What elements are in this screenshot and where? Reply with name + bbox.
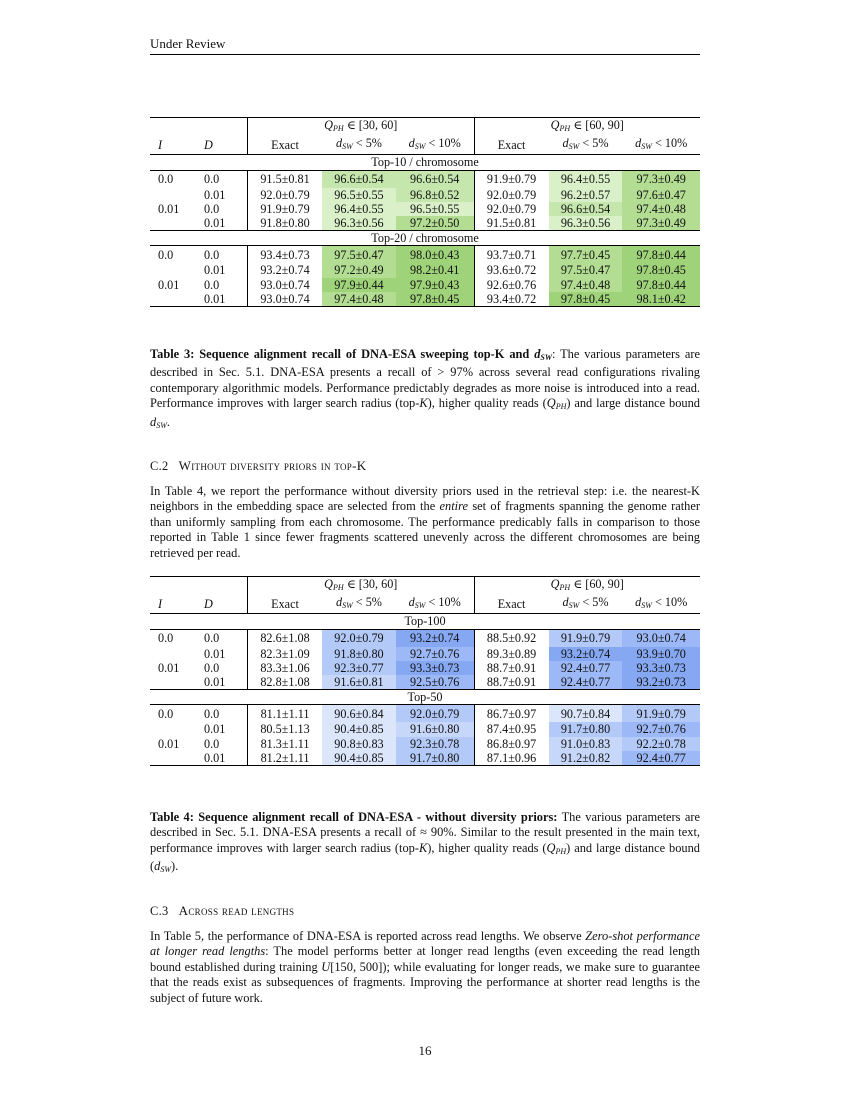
cell-d: 0.0: [204, 631, 220, 645]
table-cell: 92.7±0.76: [396, 647, 474, 661]
table-cell: 97.3±0.49: [622, 171, 700, 188]
table-cell: 92.3±0.78: [396, 737, 474, 751]
cell-d: 0.01: [204, 722, 226, 737]
section-title: Top-10 / chromosome: [371, 155, 479, 170]
col-dsw5-header: $d_{SW} < 5\%$: [562, 595, 609, 611]
table-3: [150, 117, 700, 307]
cell-i: 0.0: [158, 706, 174, 721]
table-cell: 92.0±0.79: [396, 705, 474, 722]
table-cell: 91.2±0.82: [549, 751, 623, 765]
table-cell: 91.9±0.79: [549, 630, 623, 647]
table-cell: 81.2±1.11: [248, 751, 323, 765]
table-row: [150, 216, 700, 231]
cell-i: [150, 188, 201, 202]
header-row-1: [150, 577, 700, 595]
table-cell: 90.4±0.85: [322, 751, 396, 765]
cell-d: 0.01: [204, 675, 226, 690]
table-row: [150, 246, 700, 263]
table-cell: 92.0±0.79: [248, 188, 323, 202]
cell-d: 0.01: [204, 216, 226, 231]
table-cell: 97.4±0.48: [322, 292, 396, 306]
cell-i: 0.0: [158, 631, 174, 645]
cell-i: 0.01: [158, 736, 180, 751]
table-cell: 97.3±0.49: [622, 216, 700, 231]
table-cell: 92.6±0.76: [474, 278, 549, 292]
table-cell: 91.5±0.81: [474, 216, 549, 231]
col-dsw10-header: $d_{SW} < 10\%$: [635, 136, 688, 152]
table-cell: 82.3±1.09: [248, 647, 323, 661]
table-cell: 98.1±0.42: [622, 292, 700, 306]
table-row: [150, 202, 700, 216]
col-d-header: D: [204, 138, 213, 153]
table-cell: 89.3±0.89: [474, 647, 549, 661]
table-cell: 93.2±0.73: [622, 675, 700, 690]
table-cell: 96.2±0.57: [549, 188, 623, 202]
table-cell: 97.6±0.47: [622, 188, 700, 202]
table-row: [150, 630, 700, 647]
cell-i: 0.0: [158, 172, 174, 186]
section-title-row: [150, 231, 700, 246]
group-header: $Q_{PH}$ ∈ [60, 90]: [474, 118, 700, 136]
table-cell: 93.0±0.74: [248, 292, 323, 306]
table-cell: 81.3±1.11: [248, 737, 323, 751]
section-title-row: [150, 690, 700, 705]
table-cell: 91.0±0.83: [549, 737, 623, 751]
table-cell: 92.7±0.76: [622, 722, 700, 736]
table-cell: 93.2±0.74: [248, 263, 323, 277]
header-row-2: [150, 136, 700, 155]
table-cell: 91.9±0.79: [474, 171, 549, 188]
table-cell: 96.5±0.55: [322, 188, 396, 202]
table-cell: 92.2±0.78: [622, 737, 700, 751]
table-cell: 96.3±0.56: [549, 216, 623, 231]
table-cell: 96.4±0.55: [322, 202, 396, 216]
cell-i: 0.01: [158, 277, 180, 292]
table-row: [150, 647, 700, 661]
col-dsw10-header: $d_{SW} < 10\%$: [635, 595, 688, 611]
cell-i: 0.01: [158, 201, 180, 216]
table-cell: 82.6±1.08: [248, 630, 323, 647]
group-header: $Q_{PH}$ ∈ [30, 60]: [248, 577, 475, 595]
table-cell: 91.8±0.80: [248, 216, 323, 231]
section-heading-c2: C.2 Without diversity priors in top-K: [150, 458, 367, 473]
table-cell: 97.7±0.45: [549, 246, 623, 263]
table-row: [150, 661, 700, 675]
cell-i: [150, 675, 201, 690]
table-cell: 92.5±0.76: [396, 675, 474, 690]
table-cell: 97.8±0.44: [622, 246, 700, 263]
table-cell: 93.0±0.74: [248, 278, 323, 292]
table-cell: 93.3±0.73: [396, 661, 474, 675]
section-heading-c3: C.3 Across read lengths: [150, 903, 295, 918]
table-cell: 96.4±0.55: [549, 171, 623, 188]
table-cell: 97.8±0.45: [622, 263, 700, 277]
table-cell: 91.5±0.81: [248, 171, 323, 188]
table-row: [150, 722, 700, 736]
cell-d: 0.01: [204, 750, 226, 765]
table-cell: 96.8±0.52: [396, 188, 474, 202]
table-row: [150, 705, 700, 722]
cell-d: 0.0: [204, 736, 220, 751]
table-row: [150, 675, 700, 690]
table-cell: 93.4±0.72: [474, 292, 549, 306]
table-cell: 90.7±0.84: [549, 705, 623, 722]
cell-i: [150, 722, 201, 736]
cell-i: 0.0: [158, 247, 174, 262]
table-cell: 97.8±0.45: [549, 292, 623, 306]
cell-i: [150, 751, 201, 765]
table-cell: 92.4±0.77: [549, 661, 623, 675]
table-cell: 88.5±0.92: [474, 630, 549, 647]
cell-d: 0.01: [204, 263, 226, 278]
paragraph-c2: In Table 4, we report the performance without diversity priors used in the retrieval step: i.e. the nearest-K neighbors in the embedding space are selected from the entire set of fragments spanning the genome rather than uniformly sampling from each chromosome. The performance predicably falls in comparison to those reported in Table 1 since fewer fragments scattered unevenly across the different chromosomes are being retrieved per read.: [150, 484, 700, 560]
cell-d: 0.0: [204, 660, 220, 675]
table-cell: 96.6±0.54: [396, 171, 474, 188]
cell-d: 0.0: [204, 706, 220, 721]
table-cell: 91.6±0.81: [322, 675, 396, 690]
table-cell: 96.6±0.54: [549, 202, 623, 216]
cell-d: 0.01: [204, 187, 226, 202]
table-cell: 91.6±0.80: [396, 722, 474, 736]
table-row: [150, 278, 700, 292]
col-i-header: I: [158, 597, 163, 612]
section-title: Top-50: [407, 690, 443, 705]
col-dsw10-header: $d_{SW} < 10\%$: [408, 136, 461, 152]
table-cell: 93.3±0.73: [622, 661, 700, 675]
group-header: $Q_{PH}$ ∈ [60, 90]: [474, 577, 700, 595]
table-cell: 88.7±0.91: [474, 675, 549, 690]
table-cell: 91.9±0.79: [248, 202, 323, 216]
col-exact-header: Exact: [248, 136, 323, 155]
table-cell: 93.7±0.71: [474, 246, 549, 263]
table-cell: 90.6±0.84: [322, 705, 396, 722]
col-dsw5-header: $d_{SW} < 5\%$: [335, 136, 382, 152]
col-dsw5-header: $d_{SW} < 5\%$: [562, 136, 609, 152]
cell-i: [150, 216, 201, 231]
table-cell: 87.1±0.96: [474, 751, 549, 765]
table-row: [150, 171, 700, 188]
table-cell: 97.9±0.44: [322, 278, 396, 292]
table-cell: 98.2±0.41: [396, 263, 474, 277]
table-cell: 90.8±0.83: [322, 737, 396, 751]
running-header: Under Review: [150, 36, 226, 51]
header-row-1: [150, 118, 700, 136]
cell-d: 0.0: [204, 172, 220, 186]
table-cell: 96.3±0.56: [322, 216, 396, 231]
table-3-caption: Table 3: Sequence alignment recall of DNA-ESA sweeping top-K and $d_{SW}$: The various parameters are described in Sec. 5.1. DNA-ESA presents a recall of > 97% across several read configurations rivaling contemporary algorithmic models. Performance predictably degrades as more noise is introduced into a read. Performance improves with larger search radius (top-K), higher quality reads $(Q_{PH})$ and large distance bound $d_{SW}$.: [150, 347, 700, 430]
table-4: [150, 576, 700, 766]
caption-label: Table 4:: [150, 810, 194, 824]
cell-d: 0.0: [204, 277, 220, 292]
col-i-header: I: [158, 138, 163, 153]
table-cell: 93.2±0.74: [396, 630, 474, 647]
col-dsw10-header: $d_{SW} < 10\%$: [408, 595, 461, 611]
table-cell: 93.4±0.73: [248, 246, 323, 263]
table-cell: 96.5±0.55: [396, 202, 474, 216]
table-cell: 92.0±0.79: [474, 202, 549, 216]
table-row: [150, 751, 700, 765]
cell-d: 0.01: [204, 646, 226, 661]
table-cell: 87.4±0.95: [474, 722, 549, 736]
table-cell: 92.3±0.77: [322, 661, 396, 675]
table-cell: 97.9±0.43: [396, 278, 474, 292]
col-d-header: D: [204, 597, 213, 612]
table-cell: 93.6±0.72: [474, 263, 549, 277]
table-cell: 81.1±1.11: [248, 705, 323, 722]
table-cell: 86.7±0.97: [474, 705, 549, 722]
section-title: Top-20 / chromosome: [371, 231, 479, 246]
table-cell: 93.0±0.74: [622, 630, 700, 647]
table-cell: 92.4±0.77: [622, 751, 700, 765]
cell-i: [150, 292, 201, 306]
table-cell: 92.4±0.77: [549, 675, 623, 690]
table-cell: 92.0±0.79: [474, 188, 549, 202]
cell-d: 0.01: [204, 291, 226, 306]
page-number: 16: [418, 1043, 432, 1058]
table-cell: 96.6±0.54: [322, 171, 396, 188]
table-cell: 82.8±1.08: [248, 675, 323, 690]
cell-d: 0.0: [204, 201, 220, 216]
table-cell: 86.8±0.97: [474, 737, 549, 751]
cell-i: 0.01: [158, 660, 180, 675]
table-cell: 97.8±0.44: [622, 278, 700, 292]
table-cell: 97.2±0.49: [322, 263, 396, 277]
table-row: [150, 263, 700, 277]
col-exact-header: Exact: [248, 595, 323, 614]
table-cell: 93.9±0.70: [622, 647, 700, 661]
table-cell: 80.5±1.13: [248, 722, 323, 736]
paragraph-c3: In Table 5, the performance of DNA-ESA is reported across read lengths. We observe Zero-shot performance at longer read lengths: The model performs better at longer read lengths (even exceeding the read length bound established during training U[150, 500]); while evaluating for longer reads, we make sure to guarantee that the reads exist as subsequences of fragments. Improving the performance at shorter read lengths is the subject of future work.: [150, 929, 700, 1005]
cell-i: [150, 647, 201, 661]
table-cell: 97.2±0.50: [396, 216, 474, 231]
caption-label: Table 3:: [150, 347, 195, 361]
section-title: Top-100: [404, 614, 446, 629]
table-cell: 91.9±0.79: [622, 705, 700, 722]
col-exact-header: Exact: [474, 136, 549, 155]
col-exact-header: Exact: [474, 595, 549, 614]
table-4-caption: Table 4: Sequence alignment recall of DNA-ESA - without diversity priors: The various parameters are described in Sec. 5.1. DNA-ESA presents a recall of ≈ 90%. Similar to the result presented in the main text, performance improves with larger search radius (top-K), higher quality reads $(Q_{PH})$ and large distance bound $(d_{SW})$.: [150, 810, 700, 875]
table-cell: 92.0±0.79: [322, 630, 396, 647]
section-title-row: [150, 155, 700, 170]
table-row: [150, 292, 700, 306]
table-row: [150, 188, 700, 202]
table-cell: 91.7±0.80: [396, 751, 474, 765]
table-cell: 83.3±1.06: [248, 661, 323, 675]
section-title-row: [150, 614, 700, 629]
table-cell: 93.2±0.74: [549, 647, 623, 661]
table-cell: 98.0±0.43: [396, 246, 474, 263]
header-rule: [150, 54, 700, 55]
caption-bold-text: Sequence alignment recall of DNA-ESA sweeping top-K and $d_{SW}$: [199, 347, 552, 362]
table-cell: 88.7±0.91: [474, 661, 549, 675]
table-cell: 91.7±0.80: [549, 722, 623, 736]
col-dsw5-header: $d_{SW} < 5\%$: [335, 595, 382, 611]
table-cell: 91.8±0.80: [322, 647, 396, 661]
table-cell: 97.8±0.45: [396, 292, 474, 306]
header-row-2: [150, 595, 700, 614]
caption-bold-text: Sequence alignment recall of DNA-ESA - without diversity priors:: [198, 810, 558, 824]
cell-d: 0.0: [204, 247, 220, 262]
table-cell: 90.4±0.85: [322, 722, 396, 736]
table-cell: 97.5±0.47: [322, 246, 396, 263]
table-cell: 97.5±0.47: [549, 263, 623, 277]
cell-i: [150, 263, 201, 277]
table-cell: 97.4±0.48: [622, 202, 700, 216]
table-cell: 97.4±0.48: [549, 278, 623, 292]
table-row: [150, 737, 700, 751]
group-header: $Q_{PH}$ ∈ [30, 60]: [248, 118, 475, 136]
